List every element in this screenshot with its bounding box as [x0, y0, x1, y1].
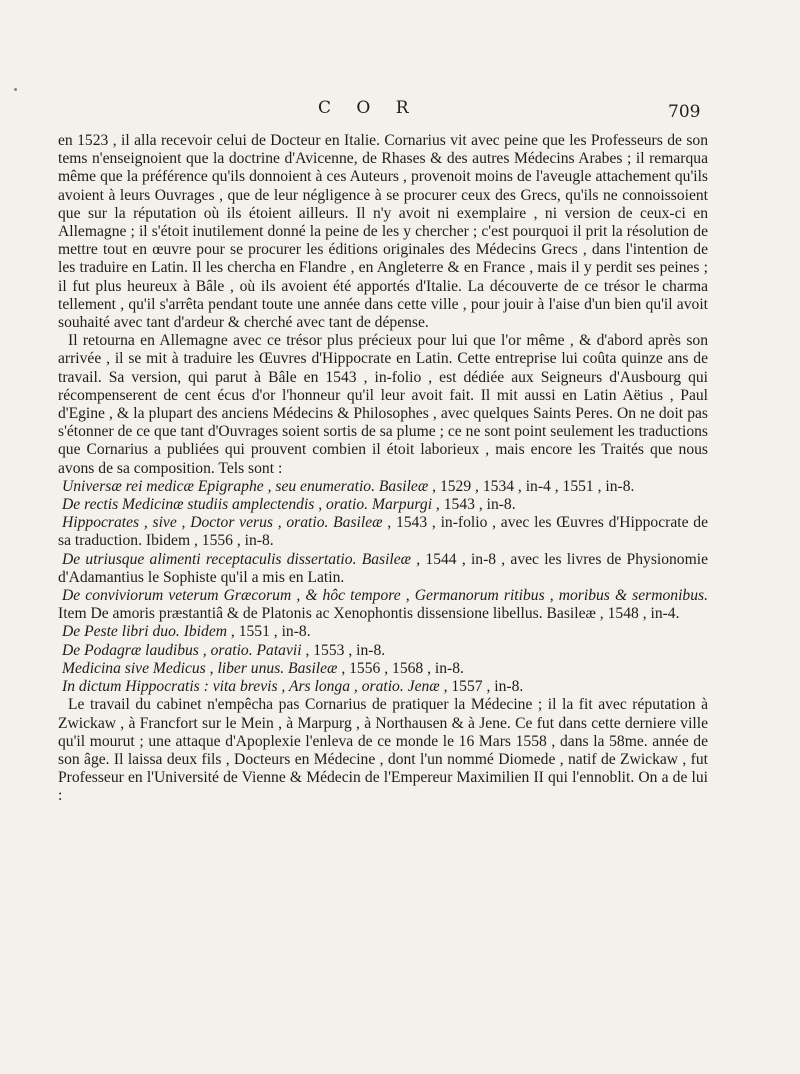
- work-title: Medicina sive Medicus , liber unus. Basileæ: [62, 659, 338, 677]
- work-imprint: , 1551 , in-8.: [227, 623, 311, 641]
- list-item: [58, 642, 708, 660]
- work-imprint: , 1557 , in-8.: [439, 678, 524, 696]
- running-head: C O R: [318, 98, 419, 118]
- work-imprint: , 1556 , 1568 , in-8.: [337, 659, 464, 677]
- work-title: De rectis Medicinæ studiis amplectendis , oratio. Marpurgi: [62, 496, 433, 514]
- work-title: De utriusque alimenti receptaculis dissertatio. Basileæ: [62, 550, 412, 568]
- work-title: De conviviorum veterum Græcorum , & hôc tempore , Germanorum ritibus , moribus & sermonibus.: [62, 587, 708, 605]
- work-title: Universæ rei medicæ Epigraphe , seu enumeratio. Basileæ: [62, 477, 429, 495]
- work-imprint: , 1543 , in-folio , avec les Œuvres d'Hippocrate de sa traduction. Ibidem , 1556 , in-8.: [58, 514, 708, 550]
- work-title: Hippocrates , sive , Doctor verus , oratio. Basileæ: [62, 514, 383, 532]
- page-number: 709: [668, 102, 701, 122]
- list-item: [58, 660, 708, 678]
- list-item: [58, 551, 708, 587]
- work-title: De Peste libri duo. Ibidem: [62, 623, 227, 641]
- page-header: [0, 98, 800, 128]
- bibliography-list: [58, 478, 708, 696]
- work-imprint: Item De amoris præstantiâ & de Platonis ac Xenophontis dissensione libellus. Basileæ , 1548 , in-4.: [58, 605, 680, 623]
- list-item: [58, 478, 708, 496]
- list-item: [58, 514, 708, 550]
- work-imprint: , 1529 , 1534 , in-4 , 1551 , in-8.: [428, 477, 635, 495]
- work-title: De Podagræ laudibus , oratio. Patavii: [62, 641, 302, 659]
- list-item: [58, 678, 708, 696]
- work-imprint: , 1544 , in-8 , avec les livres de Physionomie d'Adamantius le Sophiste qu'il a mis en Latin.: [58, 550, 708, 586]
- list-item: [58, 496, 708, 514]
- page-speck: [14, 88, 17, 91]
- work-title: In dictum Hippocratis : vita brevis , Ars longa , oratio. Jenæ: [62, 678, 440, 696]
- paragraph-return-germany: Il retourna en Allemagne avec ce trésor plus précieux pour lui que l'or même , & d'abord après son arrivée , il se mit à traduire les Œuvres d'Hippocrate en Latin. Cette entreprise lui coûta quinze ans de travail. Sa version, qui parut à Bâle en 1543 , in-folio , est dédiée aux Seigneurs d'Ausbourg qui récompenserent de cent écus d'or l'honneur qu'il leur avoit fait. Il mit aussi en Latin Aëtius , Paul d'Egine , & la plupart des anciens Médecins & Philosophes , avec quelques Saints Peres. On ne doit pas s'étonner de ce que tant d'Ouvrages soient sortis de sa plume ; ce ne sont point seulement les traductions que Cornarius a publiées qui prouvent combien il étoit laborieux , mais encore les Traités que nous avons de sa composition. Tels sont :: [58, 332, 708, 477]
- paragraph-medical-practice: Le travail du cabinet n'empêcha pas Cornarius de pratiquer la Médecine ; il la fit avec réputation à Zwickaw , à Francfort sur le Mein , à Marpurg , à Northausen & à Jene. Ce fut dans cette derniere ville qu'il mourut ; une attaque d'Apoplexie l'enleva de ce monde le 16 Mars 1558 , dans la 58me. année de son âge. Il laissa deux fils , Docteurs en Médecine , dont l'un nommé Diomede , natif de Zwickaw , fut Professeur en l'Université de Vienne & Médecin de l'Empereur Maximilien II qui l'ennoblit. On a de lui :: [58, 696, 708, 805]
- list-item: [58, 587, 708, 623]
- work-imprint: , 1553 , in-8.: [301, 641, 386, 659]
- list-item: [58, 623, 708, 641]
- work-imprint: , 1543 , in-8.: [432, 496, 516, 514]
- page-body: [58, 132, 708, 806]
- paragraph-cornarius-italy: en 1523 , il alla recevoir celui de Docteur en Italie. Cornarius vit avec peine que les Professeurs de son tems n'enseignoient que la doctrine d'Avicenne, de Rhases & des autres Médecins Arabes ; il remarqua même que la préférence qu'ils donnoient à ces Auteurs , provenoit moins de l'aveugle attachement qu'ils avoient à leurs Ouvrages , que de leur négligence à se procurer ceux des Grecs, qu'ils ne connoissoient que sur la réputation où ils étoient ailleurs. Il n'y avoit ni exemplaire , ni version de ceux-ci en Allemagne ; il s'étoit inutilement donné la peine de les y chercher ; c'est pourquoi il prit la résolution de mettre tout en œuvre pour se procurer les éditions originales des Médecins Grecs , dans l'intention de les traduire en Latin. Il les chercha en Flandre , en Angleterre & en France , mais il y perdit ses peines ; il fut plus heureux à Bâle , où ils avoient été apportés d'Italie. La découverte de ce trésor le charma tellement , qu'il s'arrêta pendant toute une année dans cette ville , pour jouir à l'aise d'un bien qu'il avoit souhaité avec tant d'ardeur & cherché avec tant de dépense.: [58, 132, 708, 332]
